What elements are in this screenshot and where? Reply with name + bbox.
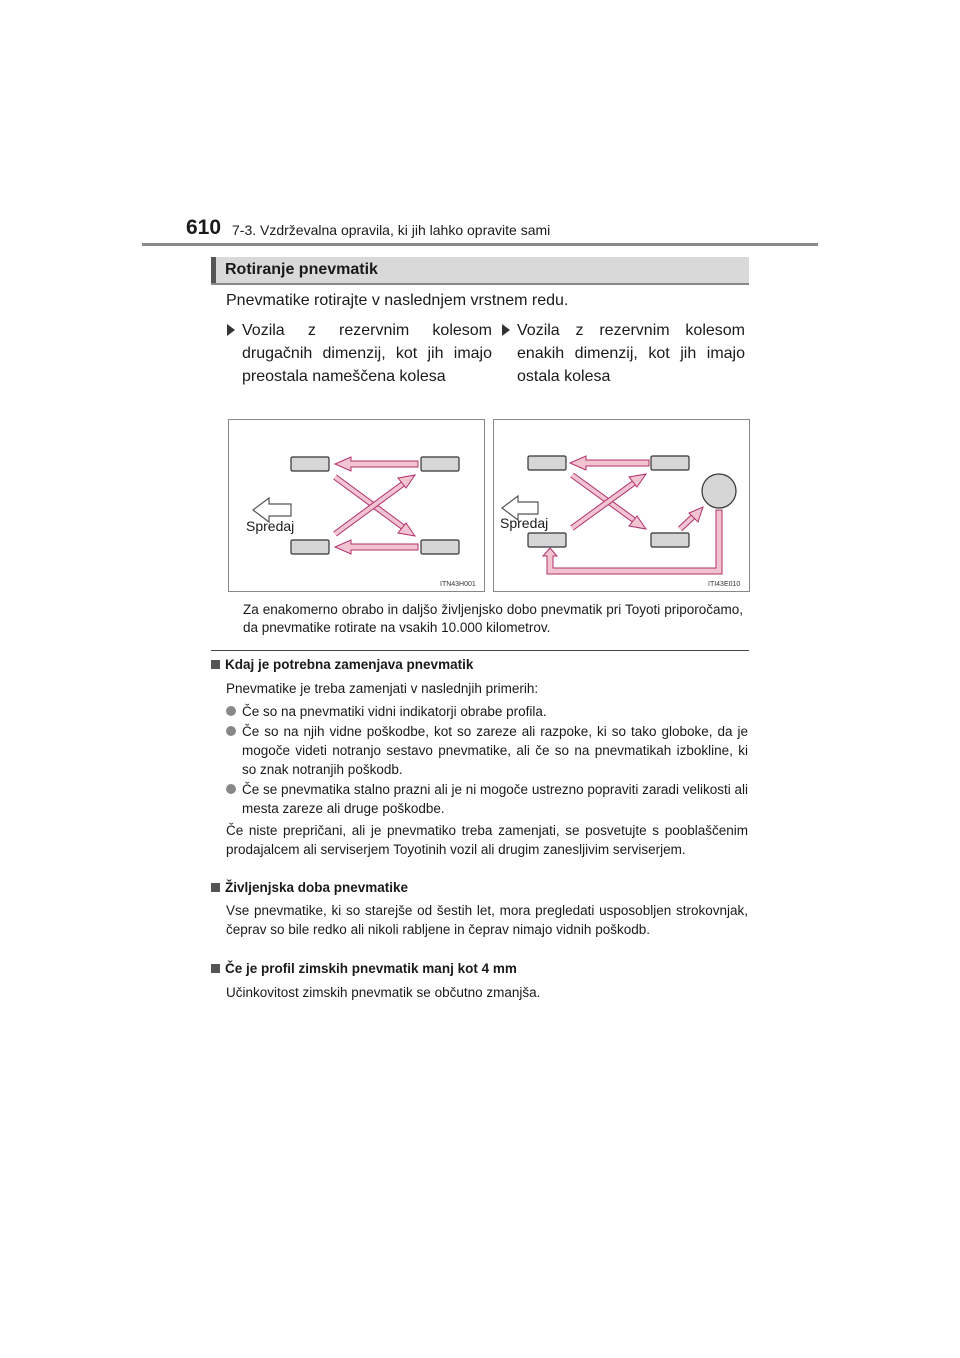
- diagram-code: ITN43H001: [440, 581, 476, 588]
- arrow-rear-right-to-left: [335, 540, 418, 554]
- paragraph: Pnevmatike je treba zamenjati v naslednjih primerih:: [226, 681, 539, 696]
- column-label-right: [517, 319, 745, 388]
- header-rule: [142, 243, 818, 246]
- tire-front-right: [421, 457, 459, 471]
- heading-text: Življenjska doba pnevmatike: [225, 880, 409, 895]
- rotation-diagram-right: [493, 419, 750, 592]
- tire-front-left: [528, 456, 566, 470]
- triangle-bullet-icon: [227, 324, 235, 336]
- column-label-text: Vozila z rezervnim kolesom enakih dimenzij, kot jih imajo ostala kolesa: [517, 322, 745, 385]
- diagram-code: ITI43E010: [708, 581, 741, 588]
- tire-rear-right: [651, 533, 689, 547]
- front-label: Spredaj: [500, 515, 549, 531]
- round-bullet-icon: [226, 784, 236, 794]
- column-label-left: [242, 319, 492, 388]
- heading-tire-replacement: [211, 657, 473, 672]
- tire-rear-right: [421, 540, 459, 554]
- heading-winter-tires: [211, 961, 517, 976]
- heading-tire-lifetime: [211, 880, 408, 895]
- section-title: Rotiranje pnevmatik: [225, 261, 378, 278]
- triangle-bullet-icon: [502, 324, 510, 336]
- divider: [211, 650, 749, 651]
- list-item-text: Če so na njih vidne poškodbe, kot so zareze ali razpoke, ki so tako globoke, da je mogoče videti notranjo sestavo pnevmatike, ali če so na pnevmatikah izbokline, ki so znak notranjih poškodb.: [242, 724, 748, 777]
- heading-text: Kdaj je potrebna zamenjava pnevmatik: [225, 657, 474, 672]
- rotation-diagram-right-graphic: [494, 420, 751, 593]
- round-bullet-icon: [226, 726, 236, 736]
- section-title-box: [211, 257, 749, 285]
- round-bullet-icon: [226, 706, 236, 716]
- spare-tire: [702, 474, 736, 508]
- list-item-text: Če so na pnevmatiki vidni indikatorji obrabe profila.: [242, 704, 547, 719]
- square-bullet-icon: [211, 883, 220, 892]
- arrow-front-right-to-left: [570, 456, 649, 470]
- paragraph: Če niste prepričani, ali je pnevmatiko treba zamenjati, se posvetujte s pooblaščenim prodajalcem ali serviserjem Toyotinih vozil ali drugim zanesljivim serviserjem.: [226, 823, 748, 857]
- tire-front-right: [651, 456, 689, 470]
- list-item: [242, 702, 748, 721]
- paragraph: Učinkovitost zimskih pnevmatik se občutno zmanjša.: [226, 985, 541, 1000]
- diagram-caption: Za enakomerno obrabo in daljšo življenjsko dobo pnevmatik pri Toyoti priporočamo, da pnevmatike rotirate na vsakih 10.000 kilometrov.: [243, 602, 743, 635]
- section-title-bar: [211, 257, 216, 283]
- tire-front-left: [291, 457, 329, 471]
- list-item-text: Če se pnevmatika stalno prazni ali je ni mogoče ustrezno popraviti zaradi velikosti ali mesta zareze ali druge poškodbe.: [242, 782, 748, 816]
- list-item: [242, 722, 748, 779]
- arrow-rear-right-to-spare: [680, 507, 703, 529]
- column-label-text: Vozila z rezervnim kolesom drugačnih dimenzij, kot jih imajo preostala nameščena kolesa: [242, 322, 492, 385]
- heading-text: Če je profil zimskih pnevmatik manj kot 4 mm: [225, 961, 517, 976]
- tire-rear-left: [528, 533, 566, 547]
- arrow-front-right-to-left: [335, 457, 418, 471]
- square-bullet-icon: [211, 660, 220, 669]
- square-bullet-icon: [211, 964, 220, 973]
- page-number: 610: [186, 216, 222, 239]
- paragraph: Vse pnevmatike, ki so starejše od šestih let, mora pregledati usposobljen strokovnjak, čeprav so bile redko ali nikoli rabljene in čeprav nimajo vidnih poškodb.: [226, 903, 748, 937]
- list-item: [242, 780, 748, 818]
- chapter-title: 7-3. Vzdrževalna opravila, ki jih lahko opravite sami: [232, 222, 551, 238]
- rotation-diagram-left: [228, 419, 485, 592]
- tire-rear-left: [291, 540, 329, 554]
- front-label: Spredaj: [246, 518, 295, 534]
- rotation-diagram-left-graphic: [229, 420, 486, 593]
- intro-text: Pnevmatike rotirajte v naslednjem vrstnem redu.: [226, 292, 569, 309]
